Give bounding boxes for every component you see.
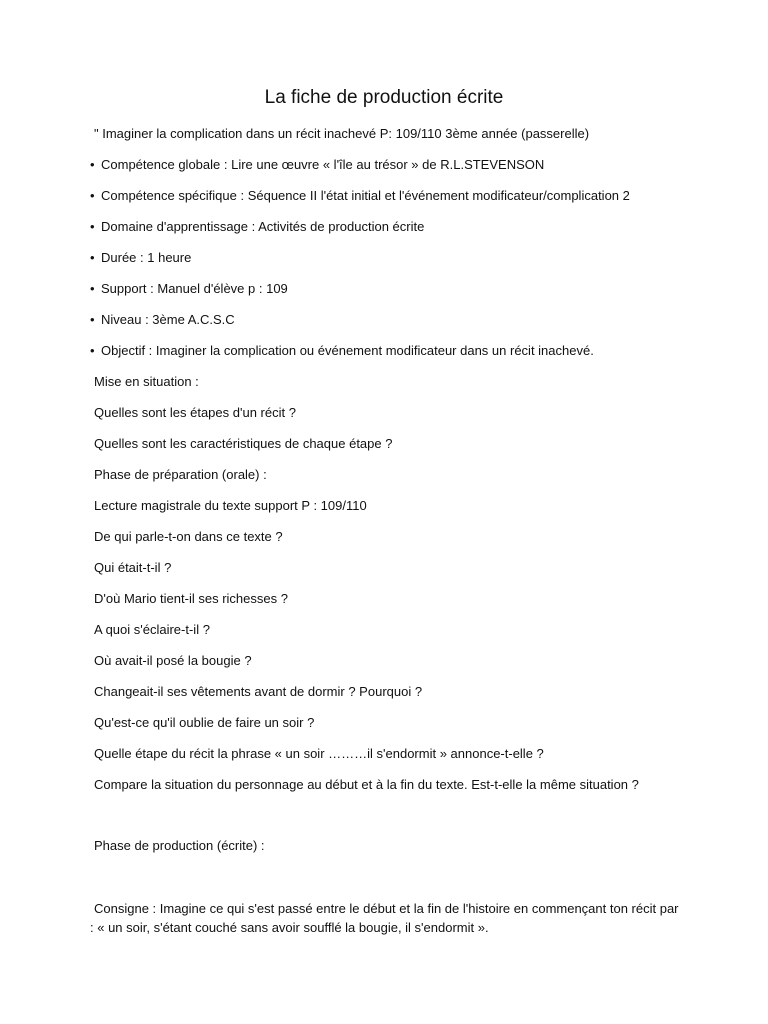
question-line: Quelles sont les caractéristiques de chaque étape ? (94, 436, 393, 451)
bullet-text: Objectif : Imaginer la complication ou événement modificateur dans un récit inachevé. (101, 343, 594, 358)
bullet-icon: • (90, 343, 95, 358)
text-line: Lecture magistrale du texte support P : 109/110 (94, 498, 367, 513)
bullet-text: Domaine d'apprentissage : Activités de production écrite (101, 219, 425, 234)
bullet-text: Support : Manuel d'élève p : 109 (101, 281, 288, 296)
question-line: Qui était-t-il ? (94, 560, 172, 575)
question-line: Quelle étape du récit la phrase « un soir ………il s'endormit » annonce-t-elle ? (94, 746, 544, 761)
bullet-item-support (90, 280, 288, 297)
question-line: D'où Mario tient-il ses richesses ? (94, 591, 288, 606)
question-line: Quelles sont les étapes d'un récit ? (94, 405, 296, 420)
question-line: Où avait-il posé la bougie ? (94, 653, 252, 668)
header-line: " Imaginer la complication dans un récit inachevé P: 109/110 3ème année (passerelle) (94, 126, 590, 141)
bullet-item-duree (90, 249, 191, 266)
bullet-text: Niveau : 3ème A.C.S.C (101, 312, 235, 327)
section-heading-production: Phase de production (écrite) : (94, 838, 265, 853)
bullet-item-domaine (90, 218, 424, 235)
bullet-text: Compétence spécifique : Séquence II l'état initial et l'événement modificateur/complication 2 (101, 188, 630, 203)
section-heading-preparation: Phase de préparation (orale) : (94, 467, 267, 482)
consigne-paragraph: Consigne : Imagine ce qui s'est passé entre le début et la fin de l'histoire en commençant ton récit par : « un soir, s'étant couché sans avoir soufflé la bougie, il s'endormit ». (90, 901, 679, 935)
question-line: A quoi s'éclaire-t-il ? (94, 622, 210, 637)
bullet-item-objectif (90, 342, 594, 359)
bullet-icon: • (90, 281, 95, 296)
bullet-text: Compétence globale : Lire une œuvre « l'île au trésor » de R.L.STEVENSON (101, 157, 545, 172)
document-title: La fiche de production écrite (264, 87, 504, 108)
bullet-item-competence-specifique (90, 187, 630, 204)
bullet-icon: • (90, 157, 95, 172)
question-line: Compare la situation du personnage au début et à la fin du texte. Est-t-elle la même situation ? (94, 777, 639, 792)
bullet-icon: • (90, 219, 95, 234)
bullet-icon: • (90, 188, 95, 203)
question-line: Qu'est-ce qu'il oublie de faire un soir ? (94, 715, 315, 730)
bullet-icon: • (90, 250, 95, 265)
question-line: Changeait-il ses vêtements avant de dormir ? Pourquoi ? (94, 684, 423, 699)
bullet-icon: • (90, 312, 95, 327)
bullet-item-competence-globale (90, 156, 544, 173)
bullet-text: Durée : 1 heure (101, 250, 192, 265)
bullet-item-niveau (90, 311, 235, 328)
section-heading-mise-en-situation: Mise en situation : (94, 374, 199, 389)
question-line: De qui parle-t-on dans ce texte ? (94, 529, 283, 544)
